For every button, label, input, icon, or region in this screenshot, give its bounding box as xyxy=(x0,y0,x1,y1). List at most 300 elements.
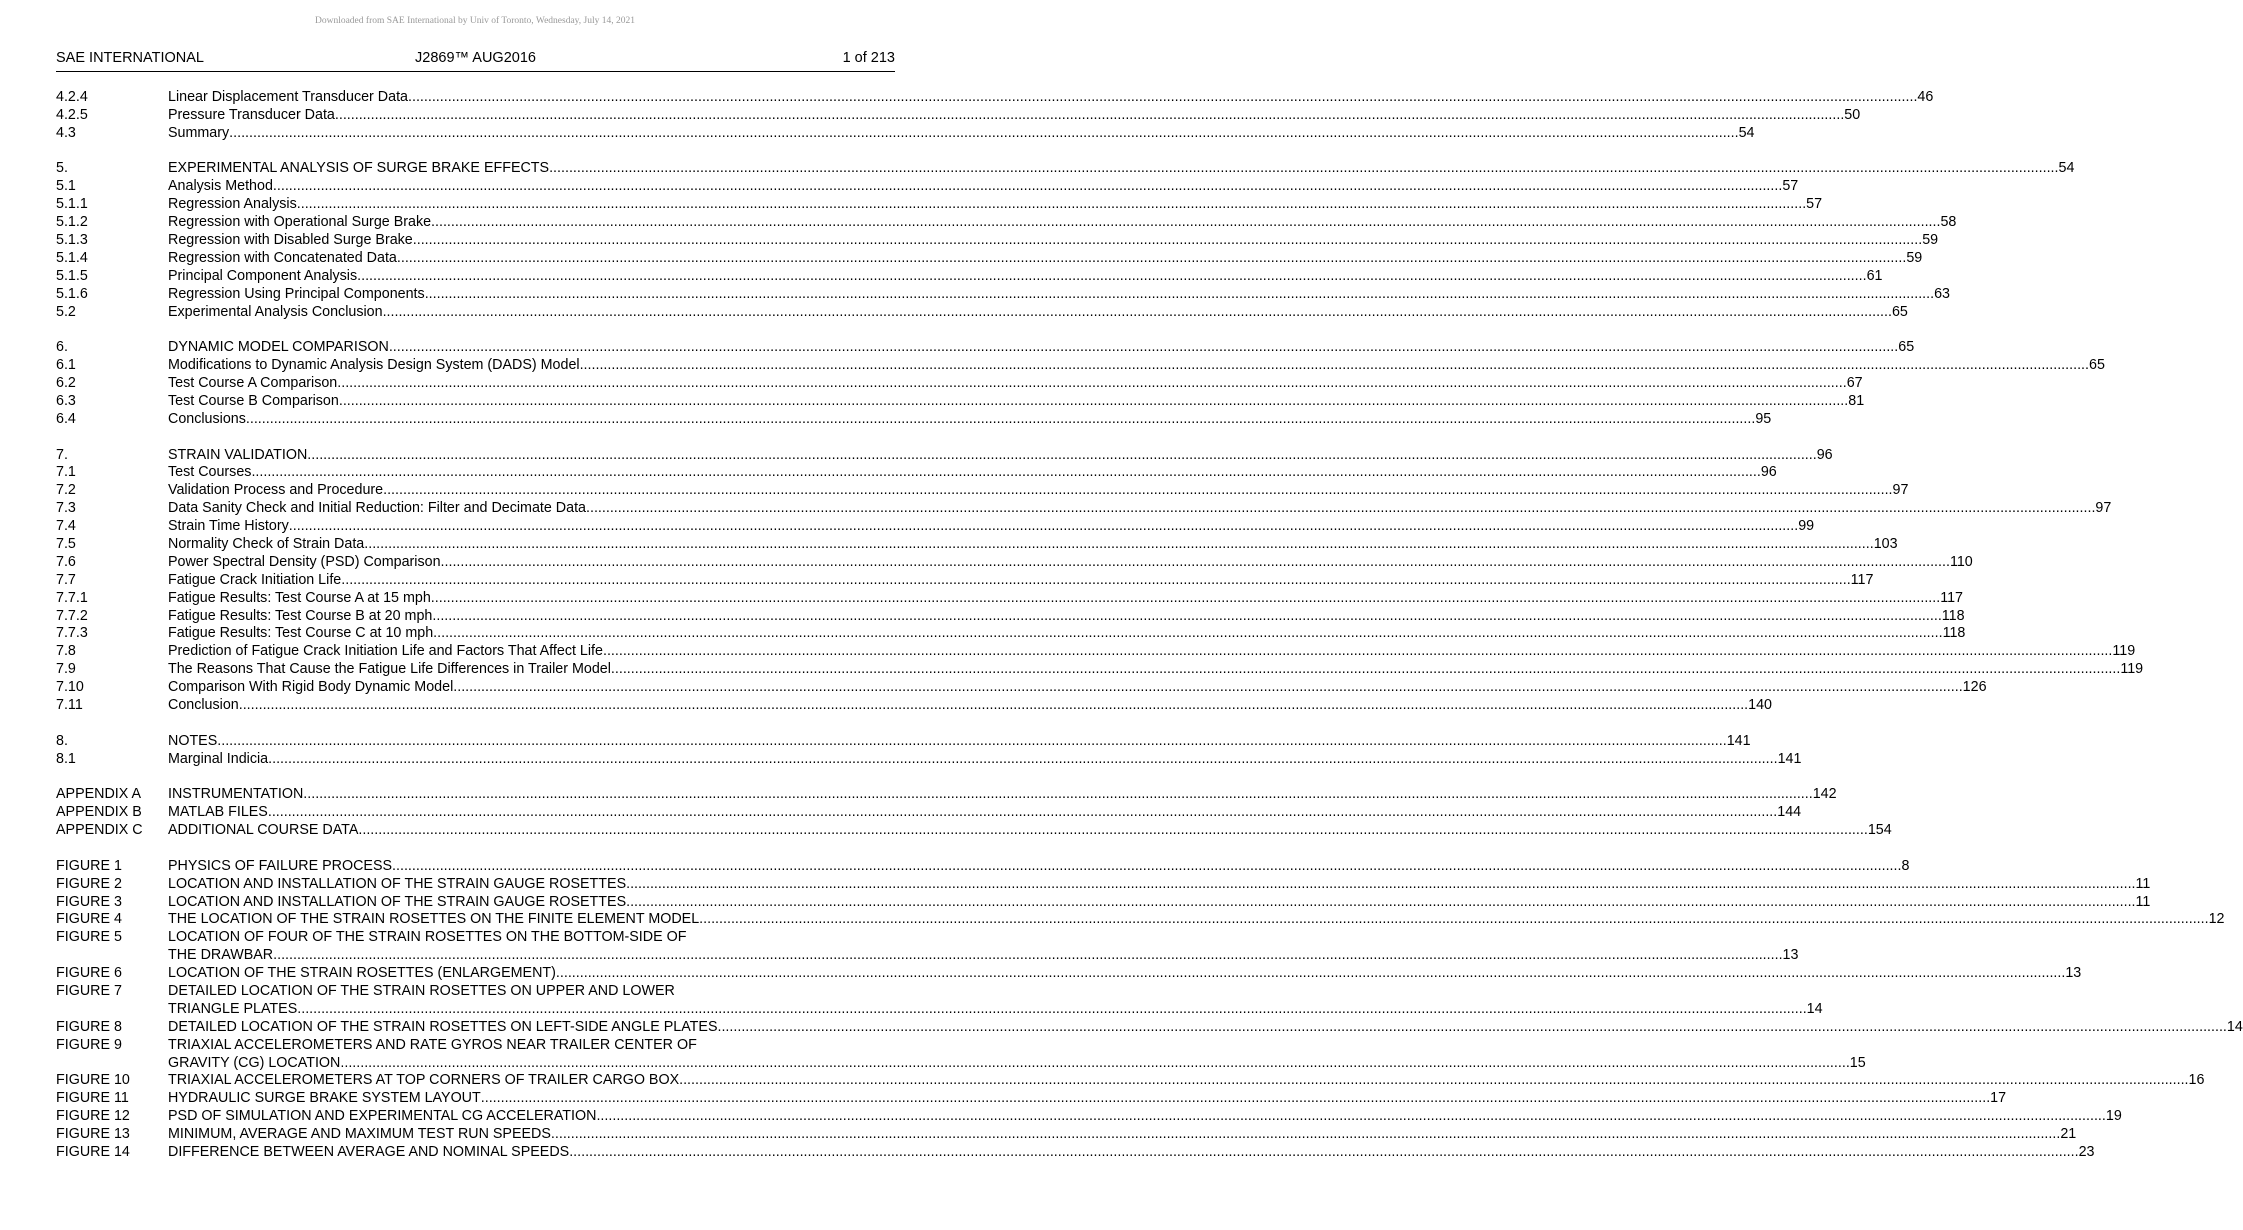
download-watermark: Downloaded from SAE International by Univ of Toronto, Wednesday, July 14, 2021 xyxy=(314,16,636,26)
toc-entry-link[interactable] xyxy=(168,750,1802,769)
toc-entry-page: 110 xyxy=(1949,553,1973,570)
toc-entry[interactable] xyxy=(56,553,1973,572)
toc-entry-page: 141 xyxy=(1726,732,1751,749)
toc-entry-title: Regression with Disabled Surge Brake xyxy=(168,232,413,249)
toc-entry-page: 119 xyxy=(2112,643,2136,660)
toc-entry-page: 8 xyxy=(1901,857,1910,874)
toc-entry-link[interactable] xyxy=(168,303,1908,322)
toc-entry-number: FIGURE 5 xyxy=(56,929,122,946)
toc-entry-link[interactable] xyxy=(168,285,1951,304)
toc-entry-link[interactable] xyxy=(168,947,1799,965)
toc-entry[interactable] xyxy=(56,214,1957,232)
toc-entry-title: Linear Displacement Transducer Data xyxy=(168,89,408,105)
toc-entry-page: 118 xyxy=(1941,607,1965,624)
toc-entry-number: 6.4 xyxy=(56,410,76,427)
toc-entry-page: 50 xyxy=(1844,106,1861,123)
toc-entry-wrapped-line xyxy=(56,983,895,1001)
toc-entry[interactable] xyxy=(56,857,1910,876)
toc-entry-page: 141 xyxy=(1777,750,1802,767)
toc-entry-link[interactable] xyxy=(168,804,1802,822)
toc-entry-link[interactable] xyxy=(168,214,1957,232)
dot-leader xyxy=(340,1055,1849,1073)
toc-entry[interactable] xyxy=(56,410,1772,429)
toc-entry-number: 7.3 xyxy=(56,500,76,517)
toc-entry-page: 65 xyxy=(1891,303,1908,320)
toc-entry-number: 4.3 xyxy=(56,124,76,141)
toc-entry-page: 140 xyxy=(1748,697,1773,713)
toc-entry-number: 7.7.1 xyxy=(56,589,88,606)
toc-section xyxy=(56,786,1892,840)
toc-entry-number: 6. xyxy=(56,339,68,356)
toc-entry-page: 13 xyxy=(1782,947,1799,964)
toc-entry-number: FIGURE 7 xyxy=(56,982,122,999)
dot-leader xyxy=(297,196,1806,214)
dot-leader xyxy=(268,804,1777,822)
toc-entry-title: Comparison With Rigid Body Dynamic Model xyxy=(168,679,454,696)
dot-leader xyxy=(611,661,2120,679)
toc-entry-number: 7.5 xyxy=(56,535,76,552)
dot-leader xyxy=(596,1108,2105,1126)
toc-entry-wrapped-line xyxy=(56,1037,895,1055)
toc-entry-page: 95 xyxy=(1755,410,1772,427)
toc-entry-page: 117 xyxy=(1850,571,1874,588)
dot-leader xyxy=(251,464,1760,482)
dot-leader xyxy=(289,518,1798,536)
toc-entry-number: APPENDIX A xyxy=(56,786,142,803)
dot-leader xyxy=(626,894,2135,912)
toc-entry[interactable] xyxy=(56,535,1898,554)
toc-entry-number: FIGURE 4 xyxy=(56,911,122,928)
toc-entry-title: GRAVITY (CG) LOCATION xyxy=(168,1054,341,1071)
dot-leader xyxy=(303,786,1812,804)
toc-entry-page: 19 xyxy=(2105,1108,2122,1125)
toc-entry[interactable] xyxy=(56,947,1799,965)
toc-entry-title: TRIANGLE PLATES xyxy=(168,1000,298,1017)
toc-entry-title-line1: DETAILED LOCATION OF THE STRAIN ROSETTES ON UPPER AND LOWER xyxy=(168,982,675,999)
toc-entry-number: FIGURE 12 xyxy=(56,1108,130,1125)
document-number: J2869™ AUG2016 xyxy=(415,50,536,66)
toc-entry[interactable] xyxy=(56,518,1815,536)
toc-entry-link[interactable] xyxy=(168,965,2082,983)
toc-entry-link[interactable] xyxy=(168,535,1898,554)
toc-entry[interactable] xyxy=(56,732,1751,751)
toc-entry-title: THE LOCATION OF THE STRAIN ROSETTES ON THE FINITE ELEMENT MODEL xyxy=(168,911,700,928)
toc-entry-number: 4.2.4 xyxy=(56,89,88,105)
toc-entry-title: Test Courses xyxy=(168,464,252,481)
toc-entry-link[interactable] xyxy=(168,1090,2007,1108)
toc-entry[interactable] xyxy=(56,589,1964,608)
toc-entry-page: 14 xyxy=(1806,1000,1823,1017)
toc-entry[interactable] xyxy=(56,357,2105,375)
toc-entry-title: Fatigue Results: Test Course C at 10 mph xyxy=(168,625,434,642)
toc-entry-title: Power Spectral Density (PSD) Comparison xyxy=(168,553,441,570)
toc-entry[interactable] xyxy=(56,1072,2205,1090)
toc-entry-link[interactable] xyxy=(168,160,2075,178)
toc-entry[interactable] xyxy=(56,178,1799,196)
toc-entry[interactable] xyxy=(56,893,2151,912)
toc-entry-number: 7.1 xyxy=(56,464,76,481)
toc-entry-link[interactable] xyxy=(168,822,1892,840)
toc-entry-page: 96 xyxy=(1816,446,1833,463)
toc-entry-page: 54 xyxy=(2058,160,2075,177)
dot-leader xyxy=(441,554,1950,572)
toc-entry-link[interactable] xyxy=(168,178,1799,196)
dot-leader xyxy=(556,965,2065,983)
toc-entry[interactable] xyxy=(56,697,1773,715)
toc-entry[interactable] xyxy=(56,965,2082,983)
toc-entry-title: LOCATION OF THE STRAIN ROSETTES (ENLARGEMENT) xyxy=(168,965,556,982)
dot-leader xyxy=(626,876,2135,894)
toc-entry[interactable] xyxy=(56,750,1802,769)
toc-entry-number: 7.2 xyxy=(56,482,76,499)
toc-entry-title: Regression Using Principal Components xyxy=(168,285,425,302)
toc-entry-number: FIGURE 3 xyxy=(56,893,122,910)
dot-leader xyxy=(481,1090,1990,1108)
toc-entry-link[interactable] xyxy=(168,339,1915,357)
toc-entry-link[interactable] xyxy=(168,357,2105,375)
dot-leader xyxy=(453,679,1962,697)
toc-entry-number: 6.2 xyxy=(56,375,76,392)
toc-section xyxy=(56,339,2105,428)
toc-entry-page: 117 xyxy=(1940,589,1964,606)
toc-entry[interactable] xyxy=(56,1000,1823,1019)
table-of-contents xyxy=(56,89,2243,1180)
dot-leader xyxy=(307,447,1816,465)
toc-entry[interactable] xyxy=(56,804,1802,822)
toc-entry-page: 142 xyxy=(1812,786,1837,803)
toc-entry[interactable] xyxy=(56,482,1909,500)
toc-entry[interactable] xyxy=(56,1054,1866,1073)
toc-entry-page: 61 xyxy=(1866,267,1883,284)
dot-leader xyxy=(268,751,1777,769)
toc-entry-page: 15 xyxy=(1849,1054,1866,1071)
toc-entry-link[interactable] xyxy=(168,1143,2095,1162)
toc-entry-number: 5.1 xyxy=(56,178,76,195)
toc-entry[interactable] xyxy=(56,160,2075,178)
toc-entry-page: 46 xyxy=(1917,89,1934,105)
dot-leader xyxy=(339,393,1848,411)
toc-entry-link[interactable] xyxy=(168,661,2144,679)
toc-entry-title: Validation Process and Procedure xyxy=(168,482,384,499)
toc-entry-page: 118 xyxy=(1942,625,1966,642)
toc-entry[interactable] xyxy=(56,822,1892,840)
dot-leader xyxy=(603,643,2112,661)
toc-entry-link[interactable] xyxy=(168,571,1874,590)
toc-entry-number: 7.11 xyxy=(56,697,83,713)
toc-entry[interactable] xyxy=(56,249,1923,268)
toc-entry-link[interactable] xyxy=(168,249,1923,268)
toc-entry-link[interactable] xyxy=(168,1108,2122,1126)
page-header xyxy=(56,50,895,68)
toc-entry-page: 65 xyxy=(1898,339,1915,356)
dot-leader xyxy=(549,160,2058,178)
dot-leader xyxy=(569,1144,2078,1162)
toc-entry[interactable] xyxy=(56,89,1934,107)
toc-entry[interactable] xyxy=(56,1126,2077,1144)
toc-entry-title: Test Course B Comparison xyxy=(168,392,339,409)
toc-entry-title: DYNAMIC MODEL COMPARISON xyxy=(168,339,389,356)
toc-entry-link[interactable] xyxy=(168,875,2151,894)
toc-entry-link[interactable] xyxy=(168,1000,1823,1019)
toc-entry[interactable] xyxy=(56,196,1823,214)
dot-leader xyxy=(413,232,1922,250)
toc-section xyxy=(56,732,1802,769)
toc-entry[interactable] xyxy=(56,124,1755,143)
toc-entry[interactable] xyxy=(56,679,1987,697)
dot-leader xyxy=(364,536,1873,554)
dot-leader xyxy=(217,733,1726,751)
toc-entry[interactable] xyxy=(56,106,1861,125)
toc-entry-number: FIGURE 8 xyxy=(56,1018,122,1035)
toc-entry-number: FIGURE 6 xyxy=(56,965,122,982)
toc-entry-link[interactable] xyxy=(168,1126,2077,1144)
dot-leader xyxy=(337,375,1846,393)
toc-entry[interactable] xyxy=(56,285,1951,304)
toc-entry[interactable] xyxy=(56,875,2151,894)
toc-entry-number: FIGURE 11 xyxy=(56,1090,129,1107)
dot-leader xyxy=(383,482,1892,500)
dot-leader xyxy=(246,411,1755,429)
toc-entry-link[interactable] xyxy=(168,1054,1866,1073)
toc-entry[interactable] xyxy=(56,375,1863,393)
dot-leader xyxy=(397,250,1906,268)
dot-leader xyxy=(433,625,1942,643)
toc-entry-link[interactable] xyxy=(168,232,1939,250)
toc-entry-page: 11 xyxy=(2135,875,2151,892)
toc-entry-link[interactable] xyxy=(168,786,1837,804)
toc-entry-page: 21 xyxy=(2060,1126,2077,1143)
toc-entry-link[interactable] xyxy=(168,124,1755,143)
dot-leader xyxy=(383,304,1892,322)
toc-entry[interactable] xyxy=(56,1143,2095,1162)
dot-leader xyxy=(392,858,1901,876)
toc-entry-title: Conclusion xyxy=(168,697,239,713)
dot-leader xyxy=(357,268,1866,286)
toc-entry-title: Normality Check of Strain Data xyxy=(168,535,365,552)
toc-entry-title: Summary xyxy=(168,124,230,141)
toc-entry-title: Fatigue Results: Test Course A at 15 mph xyxy=(168,589,431,606)
toc-entry-link[interactable] xyxy=(168,625,1966,643)
toc-entry-title: Pressure Transducer Data xyxy=(168,106,335,123)
toc-entry-link[interactable] xyxy=(168,482,1909,500)
toc-entry-number: 8.1 xyxy=(56,750,76,767)
dot-leader xyxy=(580,357,2089,375)
toc-entry-page: 59 xyxy=(1922,232,1939,249)
toc-entry-link[interactable] xyxy=(168,106,1861,125)
toc-entry-title: Fatigue Results: Test Course B at 20 mph xyxy=(168,607,433,624)
toc-entry-title: Regression Analysis xyxy=(168,196,297,213)
toc-entry-page: 17 xyxy=(1990,1090,2007,1107)
dot-leader xyxy=(389,339,1898,357)
toc-entry-link[interactable] xyxy=(168,732,1751,751)
toc-entry-page: 119 xyxy=(2120,661,2144,678)
toc-entry[interactable] xyxy=(56,625,1966,643)
toc-entry-title-line1: LOCATION OF FOUR OF THE STRAIN ROSETTES ON THE BOTTOM-SIDE OF xyxy=(168,929,687,946)
toc-entry-page: 13 xyxy=(2065,965,2082,982)
toc-section xyxy=(56,857,2243,1162)
toc-entry-page: 59 xyxy=(1906,249,1923,266)
toc-entry-title: THE DRAWBAR xyxy=(168,947,274,964)
toc-entry-title: STRAIN VALIDATION xyxy=(168,446,308,463)
toc-entry-title: DIFFERENCE BETWEEN AVERAGE AND NOMINAL SPEEDS xyxy=(168,1143,570,1160)
toc-entry-number: 7.6 xyxy=(56,553,76,570)
toc-entry[interactable] xyxy=(56,464,1777,482)
toc-entry-link[interactable] xyxy=(168,679,1987,697)
toc-entry[interactable] xyxy=(56,1108,2122,1126)
toc-entry[interactable] xyxy=(56,267,1883,286)
toc-entry-link[interactable] xyxy=(168,1072,2205,1090)
toc-entry-page: 63 xyxy=(1934,285,1951,302)
toc-entry-number: 5.1.6 xyxy=(56,285,88,302)
toc-entry-title: Modifications to Dynamic Analysis Design System (DADS) Model xyxy=(168,357,580,374)
toc-entry-link[interactable] xyxy=(168,375,1863,393)
toc-entry-page: 67 xyxy=(1846,375,1863,392)
toc-entry[interactable] xyxy=(56,500,2112,518)
header-rule xyxy=(56,71,895,72)
toc-entry[interactable] xyxy=(56,339,1915,357)
toc-entry-title: INSTRUMENTATION xyxy=(168,786,304,803)
toc-entry-number: FIGURE 14 xyxy=(56,1143,130,1160)
toc-section xyxy=(56,89,1934,143)
toc-entry-number: FIGURE 1 xyxy=(56,857,122,874)
toc-entry-page: 23 xyxy=(2078,1143,2095,1160)
toc-entry-title: LOCATION AND INSTALLATION OF THE STRAIN GAUGE ROSETTES xyxy=(168,875,627,892)
toc-entry-number: 6.1 xyxy=(56,357,76,374)
toc-entry-title: PSD OF SIMULATION AND EXPERIMENTAL CG ACCELERATION xyxy=(168,1108,597,1125)
dot-leader xyxy=(239,697,1748,715)
toc-entry-number: 7.4 xyxy=(56,518,76,535)
toc-entry-page: 97 xyxy=(1892,482,1909,499)
toc-entry[interactable] xyxy=(56,911,2225,929)
dot-leader xyxy=(273,178,1782,196)
dot-leader xyxy=(358,822,1867,840)
toc-entry-number: 6.3 xyxy=(56,392,76,409)
toc-entry-link[interactable] xyxy=(168,464,1777,482)
toc-entry[interactable] xyxy=(56,571,1874,590)
dot-leader xyxy=(699,911,2208,929)
toc-entry[interactable] xyxy=(56,643,2136,661)
dot-leader xyxy=(431,590,1940,608)
toc-entry-page: 14 xyxy=(2226,1018,2243,1035)
toc-entry-title: Conclusions xyxy=(168,410,246,427)
toc-entry-link[interactable] xyxy=(168,911,2225,929)
dot-leader xyxy=(273,947,1782,965)
toc-entry-title: MINIMUM, AVERAGE AND MAXIMUM TEST RUN SPEEDS xyxy=(168,1126,551,1143)
toc-entry-wrapped-line xyxy=(56,929,895,947)
toc-entry-link[interactable] xyxy=(168,392,1865,411)
toc-entry-number: 4.2.5 xyxy=(56,106,88,123)
toc-entry-page: 58 xyxy=(1940,214,1957,231)
toc-entry-title: ADDITIONAL COURSE DATA xyxy=(168,822,359,839)
toc-entry-number: 5.1.1 xyxy=(56,196,88,213)
toc-entry-title: LOCATION AND INSTALLATION OF THE STRAIN GAUGE ROSETTES xyxy=(168,893,627,910)
toc-entry-page: 57 xyxy=(1782,178,1799,195)
dot-leader xyxy=(297,1001,1806,1019)
toc-entry-page: 11 xyxy=(2135,893,2151,910)
toc-entry-link[interactable] xyxy=(168,589,1964,608)
toc-entry-title: HYDRAULIC SURGE BRAKE SYSTEM LAYOUT xyxy=(168,1090,481,1107)
toc-entry-link[interactable] xyxy=(168,643,2136,661)
toc-entry-title: PHYSICS OF FAILURE PROCESS xyxy=(168,857,393,874)
toc-entry-title: Experimental Analysis Conclusion xyxy=(168,303,383,320)
toc-entry-link[interactable] xyxy=(168,500,2112,518)
toc-entry-link[interactable] xyxy=(168,89,1934,107)
toc-section xyxy=(56,446,2144,715)
dot-leader xyxy=(408,89,1917,107)
toc-entry-title: Marginal Indicia xyxy=(168,750,269,767)
toc-entry-title: Prediction of Fatigue Crack Initiation Life and Factors That Affect Life xyxy=(168,643,603,660)
toc-entry[interactable] xyxy=(56,786,1837,804)
toc-entry-title: Strain Time History xyxy=(168,518,289,535)
toc-entry-page: 154 xyxy=(1867,822,1892,839)
toc-entry-link[interactable] xyxy=(168,267,1883,286)
toc-entry-page: 57 xyxy=(1806,196,1823,213)
toc-entry-page: 54 xyxy=(1738,124,1755,141)
dot-leader xyxy=(551,1126,2060,1144)
toc-entry-title: The Reasons That Cause the Fatigue Life Differences in Trailer Model xyxy=(168,661,611,678)
toc-entry-page: 103 xyxy=(1873,535,1898,552)
toc-entry-number: APPENDIX C xyxy=(56,822,143,839)
toc-entry-number: 7.9 xyxy=(56,661,76,678)
toc-entry-number: 5.1.4 xyxy=(56,249,88,266)
toc-entry[interactable] xyxy=(56,661,2144,679)
toc-entry-number: 7.7 xyxy=(56,571,76,588)
toc-entry[interactable] xyxy=(56,1018,2243,1037)
toc-entry-title: Regression with Operational Surge Brake xyxy=(168,214,432,231)
toc-entry-link[interactable] xyxy=(168,410,1772,429)
toc-entry-link[interactable] xyxy=(168,607,1965,626)
toc-entry-link[interactable] xyxy=(168,196,1823,214)
toc-entry-page: 65 xyxy=(2089,357,2105,374)
toc-entry-title: NOTES xyxy=(168,732,218,749)
toc-entry-page: 81 xyxy=(1848,392,1865,409)
toc-entry-link[interactable] xyxy=(168,446,1833,465)
toc-section xyxy=(56,160,2075,321)
toc-entry-number: 5.1.3 xyxy=(56,232,88,249)
toc-entry[interactable] xyxy=(56,303,1908,322)
toc-entry-title: Data Sanity Check and Initial Reduction: Filter and Decimate Data xyxy=(168,500,586,517)
publisher-name: SAE INTERNATIONAL xyxy=(56,50,204,66)
toc-entry-link[interactable] xyxy=(168,553,1973,572)
toc-entry-link[interactable] xyxy=(168,518,1815,536)
toc-entry-number: FIGURE 10 xyxy=(56,1072,130,1089)
dot-leader xyxy=(717,1019,2226,1037)
toc-entry-title: DETAILED LOCATION OF THE STRAIN ROSETTES ON LEFT-SIDE ANGLE PLATES xyxy=(168,1018,718,1035)
dot-leader xyxy=(425,286,1934,304)
toc-entry[interactable] xyxy=(56,1090,2007,1108)
toc-entry-page: 144 xyxy=(1777,804,1802,821)
dot-leader xyxy=(586,500,2095,518)
dot-leader xyxy=(679,1072,2188,1090)
toc-entry-page: 97 xyxy=(2095,500,2112,517)
toc-entry[interactable] xyxy=(56,392,1865,411)
toc-entry-page: 99 xyxy=(1798,518,1815,535)
toc-entry[interactable] xyxy=(56,232,1939,250)
toc-entry-title: Regression with Concatenated Data xyxy=(168,249,397,266)
toc-entry-title: MATLAB FILES xyxy=(168,804,268,821)
toc-entry-number: FIGURE 9 xyxy=(56,1036,122,1053)
toc-entry-number: 7.8 xyxy=(56,643,76,660)
page-counter: 1 of 213 xyxy=(842,50,895,66)
toc-entry-title: Analysis Method xyxy=(168,178,273,195)
dot-leader xyxy=(432,608,1941,626)
toc-entry-link[interactable] xyxy=(168,893,2151,912)
toc-entry-link[interactable] xyxy=(168,697,1773,715)
toc-entry-link[interactable] xyxy=(168,857,1910,876)
toc-entry[interactable] xyxy=(56,446,1833,465)
toc-entry-link[interactable] xyxy=(168,1018,2243,1037)
toc-entry[interactable] xyxy=(56,607,1965,626)
